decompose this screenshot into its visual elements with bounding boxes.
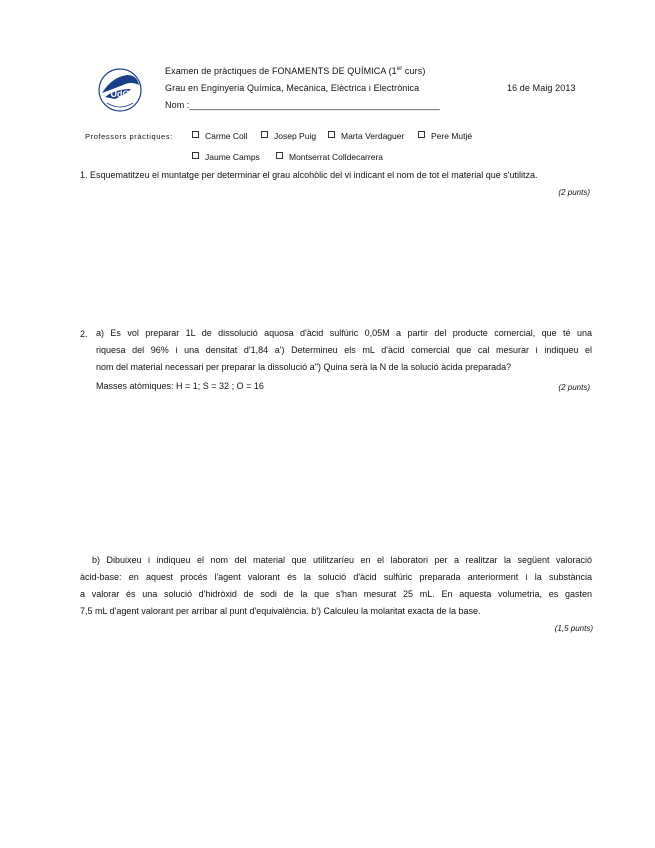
exam-title — [165, 66, 425, 76]
exam-title-end: curs) — [402, 66, 426, 76]
question-1-text: 1. Esquematitzeu el muntatge per determinar el grau alcohòlic del vi indicant el nom de tot el material que s'utilitza. — [80, 170, 538, 180]
atomic-masses: Masses atòmiques: H = 1; S = 32 ; O = 16 — [96, 381, 264, 391]
name-field[interactable] — [165, 100, 440, 110]
name-line[interactable]: _________________________________________________ — [189, 100, 440, 110]
professor-4[interactable] — [418, 131, 472, 141]
professor-name: Montserrat Colldecarrera — [289, 152, 384, 162]
name-label: Nom : — [165, 100, 190, 110]
professor-name: Jaume Camps — [205, 152, 260, 162]
professor-name: Josep Puig — [274, 131, 317, 141]
question-2b-points: (1,5 punts) — [554, 624, 593, 633]
professor-name: Carme Coll — [205, 131, 248, 141]
question-2a-text — [96, 325, 592, 376]
checkbox[interactable] — [261, 131, 268, 138]
checkbox[interactable] — [276, 152, 283, 159]
question-2a-points: (2 punts) — [558, 383, 590, 392]
question-line: 7,5 mL d'agent valorant per arribar al punt d'equivalència. b') Calculeu la molaritat exacta de la base. — [80, 606, 481, 616]
question-line: nom del material necessari per preparar la dissolució a'') Quina serà la N de la solució àcida preparada? — [96, 362, 512, 372]
professors-label: Professors pràctiques: — [85, 132, 173, 141]
professor-2[interactable] — [261, 131, 316, 141]
question-1-points: (2 punts) — [558, 188, 590, 197]
professor-name: Marta Verdaguer — [341, 131, 405, 141]
question-line: a valorar és una solució d'hidròxid de sodi de la que s'han mesurat 25 mL. En aquesta volumetria, es gasten — [80, 589, 592, 599]
logo-text: UdG — [110, 89, 130, 99]
professor-5[interactable] — [192, 152, 260, 162]
checkbox[interactable] — [192, 152, 199, 159]
exam-date: 16 de Maig 2013 — [507, 83, 576, 93]
exam-title-sup: er — [396, 66, 403, 72]
question-2-number: 2. — [80, 329, 88, 339]
udg-logo — [97, 67, 143, 113]
question-line: a) Es vol preparar 1L de dissolució aquosa d'àcid sulfúric 0,05M a partir del producte comercial, que té una — [96, 328, 592, 338]
professor-1[interactable] — [192, 131, 248, 141]
degree-line: Grau en Enginyeria Química, Mecànica, Elèctrica i Electrònica — [165, 83, 420, 93]
checkbox[interactable] — [418, 131, 425, 138]
professor-6[interactable] — [276, 152, 383, 162]
exam-title-text: Examen de pràctiques de FONAMENTS DE QUÍMICA (1 — [165, 66, 397, 76]
professor-3[interactable] — [328, 131, 404, 141]
question-line: riquesa del 96% i una densitat d'1,84 a') Determineu els mL d'àcid comercial que cal mesurar i indiqueu el — [96, 345, 592, 355]
question-2b-text — [80, 552, 592, 620]
question-line: b) Dibuixeu i indiqueu el nom del material que utilitzaríeu en el laboratori per a realitzar la següent valoració — [92, 555, 592, 565]
checkbox[interactable] — [192, 131, 199, 138]
checkbox[interactable] — [328, 131, 335, 138]
question-line: àcid-base: en aquest procés l'agent valorant és la solució d'àcid sulfúric preparada anteriorment i la substància — [80, 572, 592, 582]
professor-name: Pere Mutjé — [431, 131, 473, 141]
